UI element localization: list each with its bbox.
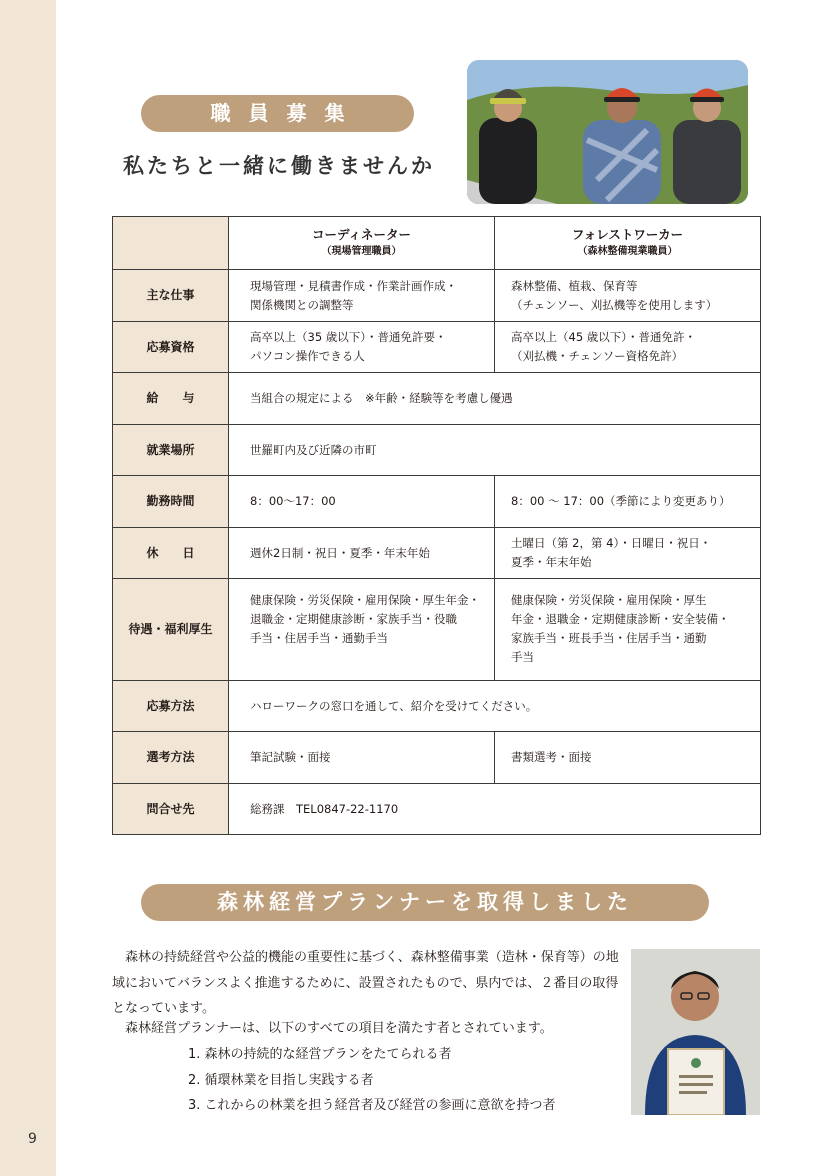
table-row bbox=[113, 732, 761, 784]
column-coordinator-title: コーディネーター bbox=[311, 227, 411, 242]
planner-heading: 森林経営プランナーを取得しました bbox=[141, 884, 709, 921]
benefits-coordinator: 健康保険・労災保険・雇用保険・厚生年金・ 退職金・定期健康診断・家族手当・役職 手当・住居手当・通勤手当 bbox=[229, 579, 495, 681]
corner-cell bbox=[113, 217, 229, 270]
hours-forestworker: 8：00 ～ 17：00（季節により変更あり） bbox=[495, 476, 761, 528]
table-row bbox=[113, 681, 761, 732]
table-row bbox=[113, 579, 761, 681]
planner-paragraph-2: 森林経営プランナーは、以下のすべての項目を満たす者とされています。 bbox=[125, 1021, 553, 1036]
selection-forestworker: 書類選考・面接 bbox=[495, 732, 761, 784]
table-row bbox=[113, 270, 761, 322]
list-item: 3. これからの林業を担う経営者及び経営の参画に意欲を持つ者 bbox=[188, 1098, 556, 1113]
column-coordinator-subtitle: （現場管理職員） bbox=[321, 246, 402, 257]
row-label-contact: 問合せ先 bbox=[113, 784, 229, 835]
contact-value: 総務課 TEL0847-22-1170 bbox=[229, 784, 761, 835]
row-label-holidays: 休 日 bbox=[113, 528, 229, 579]
qualification-forestworker: 高卒以上（45 歳以下）・普通免許・ （刈払機・チェンソー資格免許） bbox=[495, 322, 761, 373]
qualification-coordinator: 高卒以上（35 歳以下）・普通免許要・ パソコン操作できる人 bbox=[229, 322, 495, 373]
holidays-forestworker: 土曜日（第 2，第 4）・日曜日・祝日・ 夏季・年末年始 bbox=[495, 528, 761, 579]
column-forestworker-subtitle: （森林整備現業職員） bbox=[577, 246, 678, 257]
recruit-table bbox=[112, 216, 761, 835]
row-label-location: 就業場所 bbox=[113, 425, 229, 476]
apply-value: ハローワークの窓口を通して、紹介を受けてください。 bbox=[229, 681, 761, 732]
side-band bbox=[0, 0, 56, 1176]
table-row bbox=[113, 373, 761, 425]
row-label-benefits: 待遇・福利厚生 bbox=[113, 579, 229, 681]
table-row bbox=[113, 784, 761, 835]
row-label-selection: 選考方法 bbox=[113, 732, 229, 784]
recruit-heading: 職員募集 bbox=[141, 95, 414, 132]
benefits-forestworker: 健康保険・労災保険・雇用保険・厚生 年金・退職金・定期健康診断・安全装備・ 家族手当・班長手当・住居手当・通勤 手当 bbox=[495, 579, 761, 681]
row-label-salary: 給 与 bbox=[113, 373, 229, 425]
duties-coordinator: 現場管理・見積書作成・作業計画作成・ 関係機関との調整等 bbox=[229, 270, 495, 322]
hours-coordinator: 8：00～17：00 bbox=[229, 476, 495, 528]
row-label-apply: 応募方法 bbox=[113, 681, 229, 732]
planner-photo bbox=[631, 949, 760, 1115]
page-number: 9 bbox=[28, 1131, 37, 1147]
selection-coordinator: 筆記試験・面接 bbox=[229, 732, 495, 784]
column-forestworker bbox=[495, 217, 761, 270]
holidays-coordinator: 週休2日制・祝日・夏季・年末年始 bbox=[229, 528, 495, 579]
table-row bbox=[113, 425, 761, 476]
staff-photo bbox=[467, 60, 748, 204]
planner-requirements-list bbox=[188, 1042, 556, 1119]
row-label-duties: 主な仕事 bbox=[113, 270, 229, 322]
recruit-subtitle: 私たちと一緒に働きませんか bbox=[123, 154, 435, 178]
salary-value: 当組合の規定による ※年齢・経験等を考慮し優遇 bbox=[229, 373, 761, 425]
row-label-hours: 勤務時間 bbox=[113, 476, 229, 528]
table-row bbox=[113, 528, 761, 579]
duties-forestworker: 森林整備、植栽、保育等 （チェンソー、刈払機等を使用します） bbox=[495, 270, 761, 322]
list-item: 1. 森林の持続的な経営プランをたてられる者 bbox=[188, 1047, 452, 1062]
row-label-qualification: 応募資格 bbox=[113, 322, 229, 373]
list-item: 2. 循環林業を目指し実践する者 bbox=[188, 1072, 374, 1088]
table-row bbox=[113, 476, 761, 528]
location-value: 世羅町内及び近隣の市町 bbox=[229, 425, 761, 476]
table-row bbox=[113, 322, 761, 373]
column-forestworker-title: フォレストワーカー bbox=[571, 227, 684, 242]
table-header-row bbox=[113, 217, 761, 270]
planner-paragraph-1: 森林の持続経営や公益的機能の重要性に基づく、森林整備事業（造林・保育等）の地域においてバランスよく推進するために、設置されたもので、県内では、２番目の取得となっています。 bbox=[112, 950, 619, 1016]
column-coordinator bbox=[229, 217, 495, 270]
